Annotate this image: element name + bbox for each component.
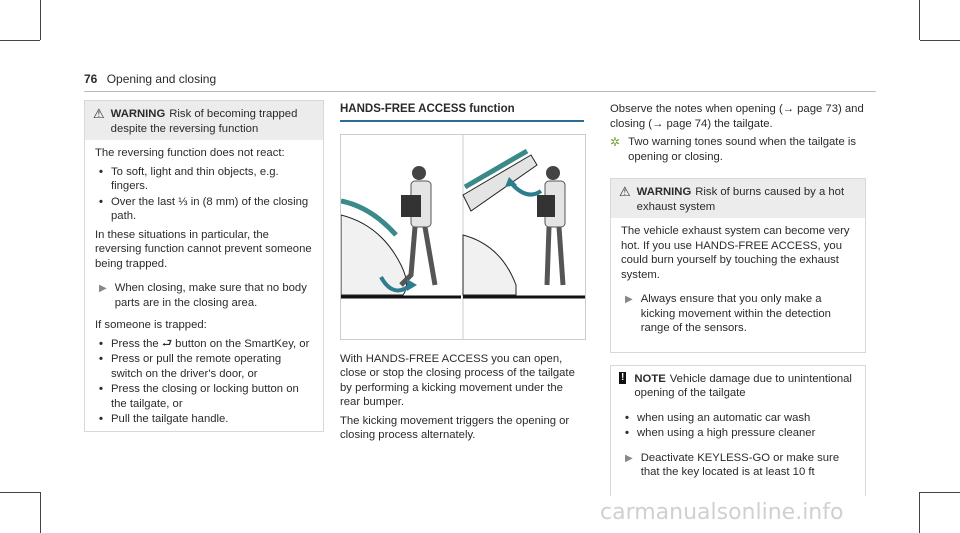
instruction-step <box>99 281 313 310</box>
step-arrow-icon: ▶ <box>99 283 107 294</box>
note-title: Vehicle damage due to unintentional opening of the tailgate <box>634 372 852 399</box>
kick-gesture-illustration <box>340 134 586 340</box>
section-title: Opening and closing <box>106 72 217 86</box>
info-icon: ✲ <box>610 135 621 149</box>
paragraph: With HANDS-FREE ACCESS you can open, close or stop the closing process of the tailgate by performing a kicking movement under the rear bumper. <box>340 352 575 408</box>
bullet-list <box>95 165 313 224</box>
step-arrow-icon: ▶ <box>625 294 633 305</box>
instruction-step <box>625 292 855 336</box>
trapped-warning-box <box>84 100 324 432</box>
crop-mark <box>0 492 40 493</box>
step-text: Always ensure that you only make a kicking movement within the detection range of the sensors. <box>640 293 831 334</box>
warning-title: Risk of becoming trapped despite the reversing function <box>110 108 298 135</box>
list-item: • To soft, light and thin objects, e.g. fingers. <box>95 165 313 194</box>
info-text: Two warning tones sound when the tailgate is opening or closing. <box>628 136 857 163</box>
trapped-intro: If someone is trapped: <box>95 319 207 331</box>
warning-text: The vehicle exhaust system can become very hot. If you use HANDS-FREE ACCESS, you could burn yourself by touching the exhaust system. <box>621 225 850 281</box>
warning-label: WARNING <box>636 186 692 198</box>
heading-underline <box>340 120 584 122</box>
damage-note-box <box>610 365 866 496</box>
bullet-list <box>95 337 313 427</box>
bullet-list <box>621 411 855 441</box>
warning-header <box>611 179 865 218</box>
crop-mark <box>0 40 40 41</box>
list-item: • when using an automatic car wash <box>621 411 855 426</box>
step-text: Deactivate KEYLESS-GO or make sure that the key located is at least 10 ft <box>640 451 840 478</box>
step-arrow-icon: ▶ <box>625 452 633 464</box>
paragraph: In these situations in particular, the reversing function cannot prevent someone being trapped. <box>95 228 312 270</box>
page-number: 76 <box>84 72 98 86</box>
crop-mark <box>40 492 41 533</box>
crop-mark <box>920 492 960 493</box>
hands-free-section <box>340 102 586 447</box>
list-item: • when using a high pressure cleaner <box>621 426 855 441</box>
info-note <box>610 135 866 164</box>
header-divider <box>84 91 876 92</box>
list-item: • Press the closing or locking button on the tailgate, or <box>95 382 313 411</box>
list-item: • Pull the tailgate handle. <box>95 412 313 427</box>
warning-label: WARNING <box>110 108 166 120</box>
observe-text: Observe the notes when opening (→ page 73) and closing (→ page 74) the tailgate. <box>610 103 864 130</box>
illustration-graphic <box>341 135 585 339</box>
warning-header <box>85 101 323 140</box>
right-column <box>610 102 866 496</box>
note-label: NOTE <box>634 372 666 385</box>
burn-warning-box <box>610 178 866 353</box>
crop-mark <box>920 40 960 41</box>
crop-mark <box>919 492 920 533</box>
note-header <box>611 366 865 405</box>
watermark: carmanualsonline.info <box>600 500 844 525</box>
list-item: • Over the last ⅓ in (8 mm) of the closing path. <box>95 195 313 224</box>
section-heading: HANDS-FREE ACCESS function <box>340 103 515 115</box>
note-icon: ! <box>619 372 626 384</box>
step-text: When closing, make sure that no body parts are in the closing area. <box>114 282 307 309</box>
paragraph: The kicking movement triggers the opening or closing process alternately. <box>340 414 570 441</box>
instruction-step <box>625 451 855 480</box>
list-item: • Press or pull the remote operating switch on the driver's door, or <box>95 352 313 381</box>
intro-text: The reversing function does not react: <box>95 147 285 159</box>
crop-mark <box>919 0 920 40</box>
warning-triangle-icon: ⚠ <box>93 106 105 121</box>
page-header <box>84 72 216 86</box>
warning-title: Risk of burns caused by a hot exhaust system <box>636 186 845 213</box>
warning-body <box>85 140 323 439</box>
list-item: • Press the ⮐ button on the SmartKey, or <box>95 337 313 352</box>
warning-triangle-icon: ⚠ <box>619 184 631 199</box>
crop-mark <box>40 0 41 40</box>
